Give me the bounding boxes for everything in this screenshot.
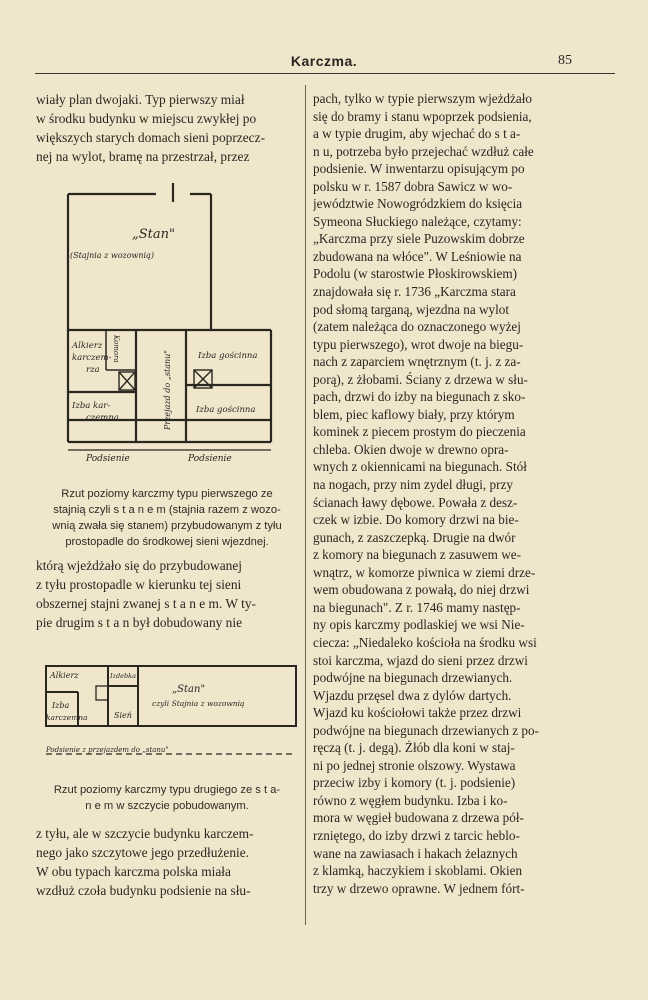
text-line: polsku w r. 1587 dobra Sawicz w wo- <box>313 178 513 194</box>
text-line: porą), z żłobami. Ściany z drzewa w słu- <box>313 371 528 387</box>
text-line: nej na wylot, bramę na przestrzał, przez <box>36 149 250 164</box>
text-line: na nogach, przy nim zydel długi, przy <box>313 477 513 493</box>
text-line: W obu typach karczma polska miała <box>36 864 231 879</box>
text-line: (zatem należąca do oznaczonego wyżej <box>313 319 521 335</box>
text-line: Wjazdu przęsel dwa z dylów dartych. <box>313 687 512 703</box>
plan-2-label-stajnia: czyli Stajnia z wozownią <box>152 699 245 708</box>
plan-1-label-izba-karczemna: czemna <box>86 413 119 423</box>
text-line: mora w węgieł budowana z drzewa pół- <box>313 810 524 826</box>
plan-1-label-izba-goscinna: Izba gościnna <box>196 405 256 415</box>
text-line: wnątrz, w komorze piwnica w ziemi drze- <box>313 564 536 580</box>
text-line: wiały plan dwojaki. Typ pierwszy miał <box>36 92 245 107</box>
plan-1-label-podsienie: Podsienie <box>86 454 130 464</box>
text-line: Symeona Słuckiego należące, czytamy: <box>313 213 522 229</box>
text-line: się do bramy i stanu wpoprzek podsienia, <box>313 108 532 124</box>
plan-1-label-izba-karczemna: Izba kar- <box>72 401 111 411</box>
text-line: czek w izbie. Do komory drzwi na bie- <box>313 512 519 528</box>
text-line: jewództwie Nowogródzkiem do księcia <box>313 196 523 212</box>
text-line: ny opis karczmy podlaskiej we wsi Nie- <box>313 617 525 633</box>
plan-1-label-przejazd: Przejazd do „stanu" <box>163 350 172 430</box>
text-line: trzy w drzewo oprawne. W jednem fórt- <box>313 880 525 896</box>
text-line: stoi karczma, wjazd do sieni przez drzwi <box>313 652 528 668</box>
text-line: na biegunach". Z r. 1746 mamy następ- <box>313 599 521 615</box>
text-line: obszernej stajni zwanej s t a n e m. W ty- <box>36 596 257 611</box>
text-line: pod słomą targaną, wjezdna na wylot <box>313 301 510 317</box>
caption-line: Rzut poziomy karczmy typu pierwszego ze <box>61 488 273 500</box>
left-paragraph-3 <box>36 824 296 900</box>
plan-1-label-komora: Komora <box>112 335 120 363</box>
plan-1-label-alkierz: Alkierz <box>72 341 103 351</box>
text-line: w środku budynku w miejscu zwykłej po <box>36 111 257 126</box>
text-line: większych starych domach sieni poprzecz- <box>36 130 266 145</box>
text-line: przeciw izby i komory (t. j. podsienie) <box>313 775 516 791</box>
text-line: podsienie. W inwentarzu opisującym po <box>313 161 525 177</box>
text-line: z klamką, haczykiem i skoblami. Okien <box>313 863 523 879</box>
header-rule <box>35 73 615 74</box>
caption-line: n e m w szczycie pobudowanym. <box>85 800 249 812</box>
text-line: ciecza: „Niedaleko kościoła na środku wsi <box>313 634 537 650</box>
plan-2-label-alkierz: Alkierz <box>50 671 79 680</box>
plan-1-label-stan: „Stan" <box>132 227 175 242</box>
text-line: Wjazd ku kościołowi także przez drzwi <box>313 705 522 721</box>
figure-1-caption <box>36 486 298 550</box>
text-line: blem, piec kaflowy biały, przy którym <box>313 406 515 422</box>
page-number: 85 <box>558 53 572 68</box>
text-line: rzniętego, do izby drzwi z tarcic heblo- <box>313 827 520 843</box>
text-line: z komory na biegunach z zasuwem we- <box>313 547 521 563</box>
right-column-text <box>313 90 575 897</box>
text-line: pach, tylko w typie pierwszym wjeżdżało <box>313 91 532 106</box>
text-line: z tyłu prostopadle w kierunku tej sieni <box>36 577 242 592</box>
plan-1-label-alkierz: karczem- <box>72 353 112 363</box>
text-line: ręczą (t. j. degą). Żłób dla koni w staj- <box>313 740 515 756</box>
text-line: ścianach ławy dębowe. Powała z desz- <box>313 494 518 510</box>
plan-2-label-izdebka: Izdebka <box>110 672 136 680</box>
plan-1-label-izba-goscinna: Izba gościnna <box>198 351 258 361</box>
text-line: n u, potrzeba było przejechać wzdłuż całe <box>313 143 534 159</box>
plan-1-label-alkierz: rza <box>86 365 100 375</box>
text-line: podwójne na biegunach drzewianych z po- <box>313 722 539 738</box>
text-line: Podolu (w starostwie Płoskirowskiem) <box>313 266 518 282</box>
text-line: podwójne na biegunach drzewianych. <box>313 670 513 686</box>
plan-2-label-izba-karczemna: Izba <box>52 701 70 710</box>
column-divider <box>305 85 306 925</box>
text-line: kominek z piecem prostym do pieczenia <box>313 424 526 440</box>
plan-2-label-izba-karczemna: karczemna <box>46 713 88 722</box>
text-line: wane na zawiasach i hakach żelaznych <box>313 845 518 861</box>
text-line: wnych z okiennicami na biegunach. Stół <box>313 459 527 475</box>
text-line: zbudowana na włóce". W Leśniowie na <box>313 248 522 264</box>
left-paragraph-2 <box>36 556 296 632</box>
left-paragraph-1 <box>36 90 296 166</box>
plan-2-label-sien: Sień <box>114 711 132 720</box>
plan-1-label-podsienie: Podsienie <box>188 454 232 464</box>
text-line: znajdowała się r. 1736 „Karczma stara <box>313 284 516 300</box>
text-line: wzdłuż czoła budynku podsienie na słu- <box>36 883 251 898</box>
text-line: wem obudowana z powałą, do niej drzwi <box>313 582 530 598</box>
floor-plan-type-1 <box>56 180 276 480</box>
caption-line: stajnią czyli s t a n e m (stajnia razem z wozo- <box>53 504 281 516</box>
floor-plan-type-2 <box>38 660 300 775</box>
text-line: pach, drzwi do izby na biegunach z sko- <box>313 389 526 405</box>
text-line: chleba. Okien dwoje w drewno opra- <box>313 441 509 457</box>
text-line: a w typie drugim, aby wjechać do s t a- <box>313 126 521 142</box>
caption-line: prostopadle do środkowej sieni wjezdnej. <box>65 536 269 548</box>
figure-2-caption <box>36 782 298 814</box>
caption-line: Rzut poziomy karczmy typu drugiego ze s t a- <box>53 784 281 796</box>
text-line: równo z węgłem budynku. Izba i ko- <box>313 792 508 808</box>
text-line: z tyłu, ale w szczycie budynku karczem- <box>36 826 254 841</box>
text-line: typu pierwszego), wrot dwoje na biegu- <box>313 336 524 352</box>
text-line: którą wjeżdżało się do przybudowanej <box>36 558 242 573</box>
text-line: nach z zaparciem wnętrznym (t. j. z za- <box>313 354 521 370</box>
plan-1-label-stajnia: (Stajnia z wozownią) <box>70 251 154 260</box>
text-line: pie drugim s t a n był dobudowany nie <box>36 615 243 630</box>
plan-2-label-podsienie: Podsienie z przejazdem do „stanu" <box>46 746 169 754</box>
text-line: nego jako szczytowe jego przedłużenie. <box>36 845 250 860</box>
plan-2-label-stan: „Stan" <box>172 684 206 695</box>
text-line: „Karczma przy siele Puzowskim dobrze <box>313 231 525 247</box>
text-line: gunach, z zaszczepką. Drugie na dwór <box>313 529 516 545</box>
running-head-title: Karczma. <box>290 53 358 69</box>
text-line: ni po jednej stronie olszowy. Wystawa <box>313 757 516 773</box>
caption-line: wnią zwała się stanem) przybudowanym z tyłu <box>52 520 282 532</box>
